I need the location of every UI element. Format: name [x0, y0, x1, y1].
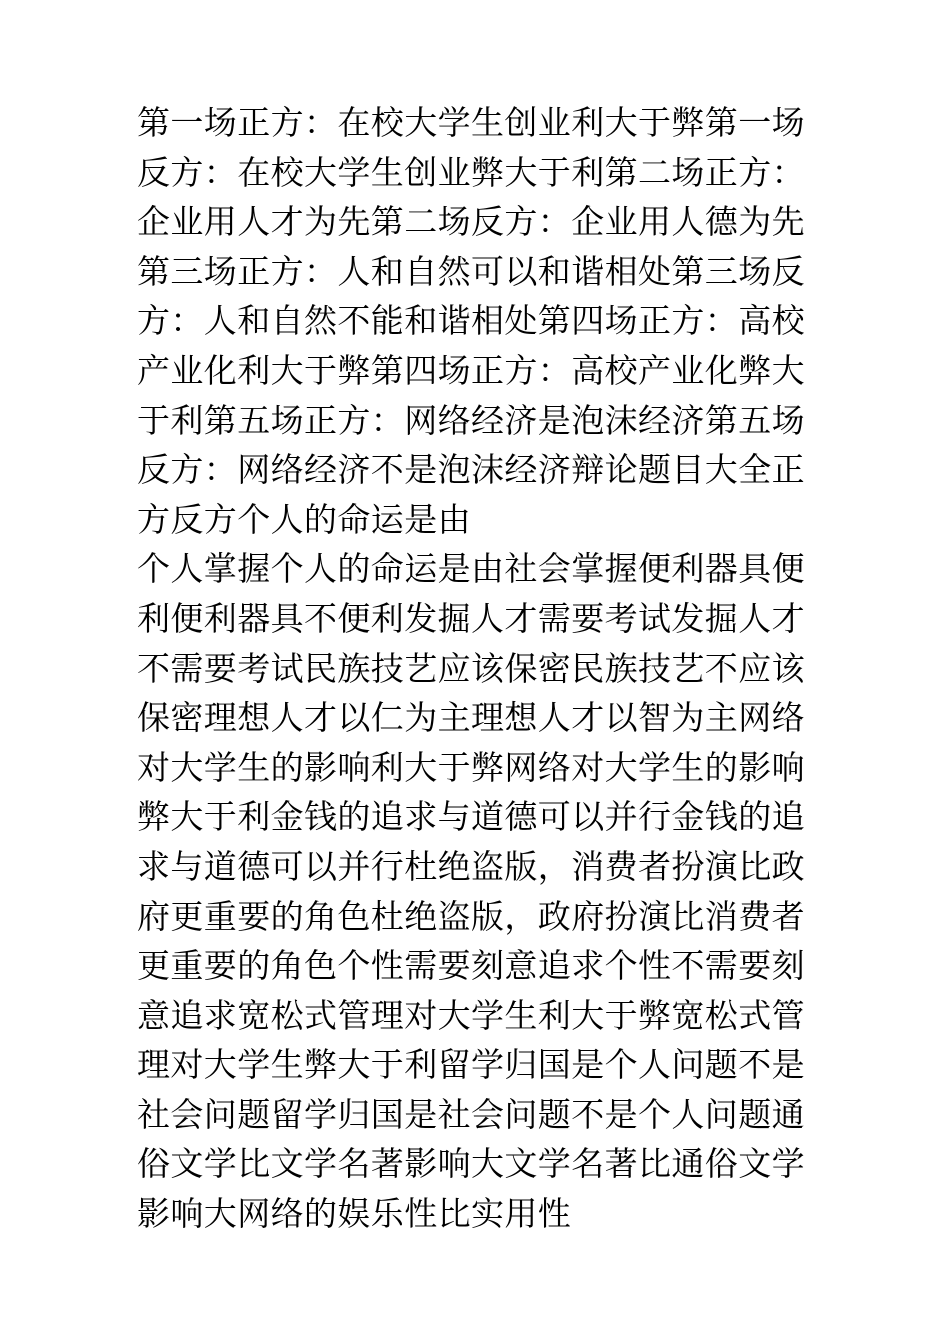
document-body [137, 98, 827, 1239]
paragraph-2: 个人掌握个人的命运是由社会掌握便利器具便利便利器具不便利发掘人才需要考试发掘人才不需要考试民族技艺应该保密民族技艺不应该保密理想人才以仁为主理想人才以智为主网络对大学生的影响利大于弊网络对大学生的影响弊大于利金钱的追求与道德可以并行金钱的追求与道德可以并行杜绝盗版，消费者扮演比政府更重要的角色杜绝盗版，政府扮演比消费者更重要的角色个性需要刻意追求个性不需要刻意追求宽松式管理对大学生利大于弊宽松式管理对大学生弊大于利留学归国是个人问题不是社会问题留学归国是社会问题不是个人问题通俗文学比文学名著影响大文学名著比通俗文学影响大网络的娱乐性比实用性 [137, 549, 805, 1234]
paragraph-1: 第一场正方：在校大学生创业利大于弊第一场反方：在校大学生创业弊大于利第二场正方：企业用人才为先第二场反方：企业用人德为先第三场正方：人和自然可以和谐相处第三场反方：人和自然不能和谐相处第四场正方：高校产业化利大于弊第四场正方：高校产业化弊大于利第五场正方：网络经济是泡沫经济第五场反方：网络经济不是泡沫经济辩论题目大全正方反方个人的命运是由 [137, 103, 805, 539]
